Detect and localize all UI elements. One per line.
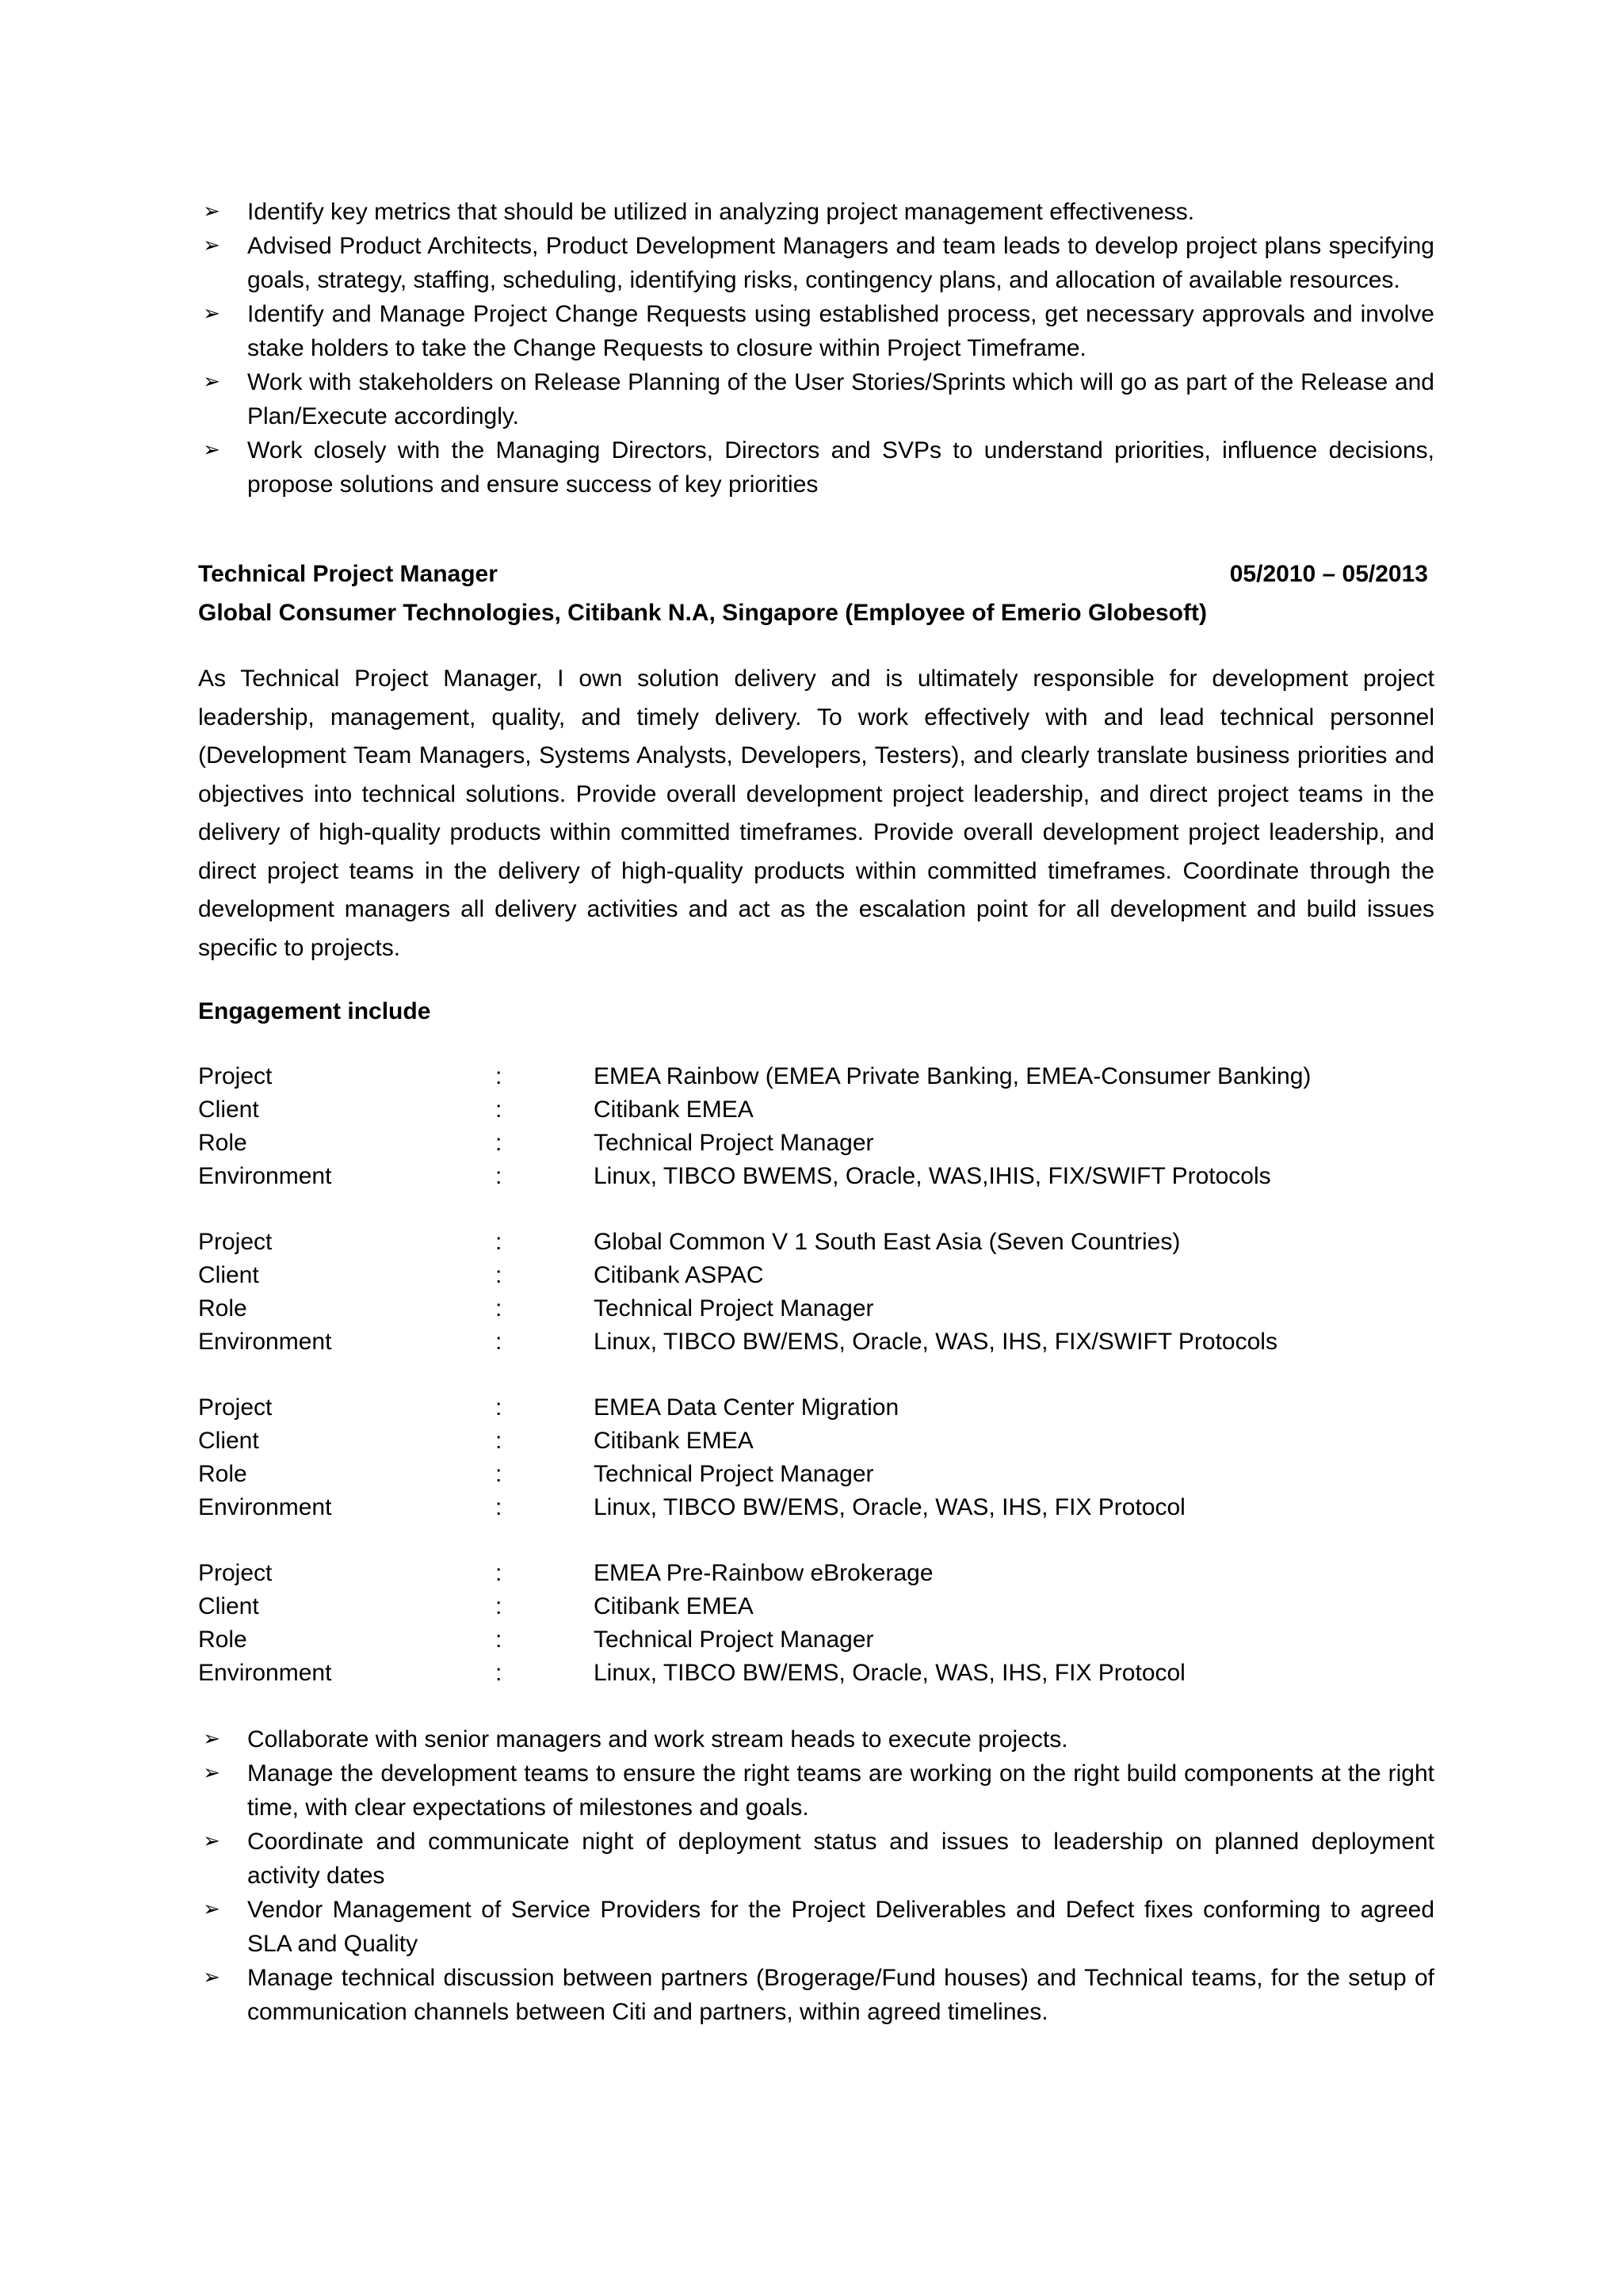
engagement-row-client (198, 1425, 1434, 1458)
arrow-bullet-icon: ➢ (203, 1727, 220, 1751)
field-separator: : (495, 1627, 502, 1653)
bullet-text: Advised Product Architects, Product Development Managers and team leads to develop project plans specifying goals, strategy, staffing, scheduling, identifying risks, contingency plans, and allocation of available resources. (247, 233, 1434, 293)
bullet-item (198, 1893, 1434, 1961)
bullet-item (198, 195, 1434, 229)
field-value: Linux, TIBCO BWEMS, Oracle, WAS,IHIS, FIX/SWIFT Protocols (594, 1163, 1271, 1189)
engagement-block (198, 1557, 1434, 1690)
bullet-text: Coordinate and communicate night of deployment status and issues to leadership on planned deployment activity dates (247, 1829, 1434, 1889)
job-summary: As Technical Project Manager, I own solution delivery and is ultimately responsible for development project leadership, management, quality, and timely delivery. To work effectively with and lead technical personnel (Development Team Managers, Systems Analysts, Developers, Testers), and clearly translate business priorities and objectives into technical solutions. Provide overall development project leadership, and direct project teams in the delivery of high-quality products within committed timeframes. Provide overall development project leadership, and direct project teams in the delivery of high-quality products within committed timeframes. Coordinate through the development managers all delivery activities and act as the escalation point for all development and build issues specific to projects. (198, 666, 1434, 961)
field-value: Technical Project Manager (594, 1295, 874, 1322)
field-separator: : (495, 1461, 502, 1487)
bullet-text: Work closely with the Managing Directors, Directors and SVPs to understand priorities, influence decisions, propose solutions and ensure success of key priorities (247, 437, 1434, 498)
field-label: Client (198, 1428, 259, 1454)
page-content (198, 195, 1434, 2029)
job-title-line (198, 557, 1434, 591)
field-label: Role (198, 1130, 247, 1156)
engagement-row-role (198, 1127, 1434, 1160)
field-value: Citibank EMEA (594, 1593, 754, 1619)
field-separator: : (495, 1394, 502, 1421)
engagement-heading: Engagement include (198, 998, 431, 1024)
field-value: EMEA Pre-Rainbow eBrokerage (594, 1560, 934, 1586)
engagement-row-client (198, 1093, 1434, 1127)
field-separator: : (495, 1229, 502, 1255)
field-value: Linux, TIBCO BW/EMS, Oracle, WAS, IHS, FIX Protocol (594, 1660, 1186, 1686)
field-separator: : (495, 1063, 502, 1089)
bullet-item (198, 433, 1434, 502)
bullet-item (198, 1825, 1434, 1893)
arrow-bullet-icon: ➢ (203, 1897, 220, 1921)
field-label: Environment (198, 1660, 332, 1686)
field-value: Citibank ASPAC (594, 1262, 764, 1288)
top-bullet-list (198, 195, 1434, 502)
field-separator: : (495, 1130, 502, 1156)
arrow-bullet-icon: ➢ (203, 1761, 220, 1785)
field-separator: : (495, 1593, 502, 1619)
bullet-item (198, 1961, 1434, 2029)
field-separator: : (495, 1660, 502, 1686)
bullet-text: Collaborate with senior managers and work stream heads to execute projects. (247, 1726, 1068, 1753)
field-value: Citibank EMEA (594, 1428, 754, 1454)
engagement-row-environment (198, 1657, 1434, 1690)
field-label: Client (198, 1097, 259, 1123)
engagement-row-project (198, 1391, 1434, 1425)
arrow-bullet-icon: ➢ (203, 200, 220, 223)
engagement-row-client (198, 1259, 1434, 1292)
field-separator: : (495, 1560, 502, 1586)
bullet-text: Work with stakeholders on Release Planning of the User Stories/Sprints which will go as part of the Release and Plan/Execute accordingly. (247, 369, 1434, 429)
arrow-bullet-icon: ➢ (203, 370, 220, 394)
field-label: Project (198, 1560, 273, 1586)
field-label: Client (198, 1262, 259, 1288)
arrow-bullet-icon: ➢ (203, 1829, 220, 1853)
engagement-row-project (198, 1557, 1434, 1590)
field-label: Project (198, 1394, 273, 1421)
engagement-list (198, 1060, 1434, 1690)
field-value: Technical Project Manager (594, 1130, 874, 1156)
engagement-block (198, 1060, 1434, 1193)
field-separator: : (495, 1097, 502, 1123)
bullet-item (198, 297, 1434, 365)
bullet-text: Manage the development teams to ensure the right teams are working on the right build components at the right time, with clear expectations of milestones and goals. (247, 1760, 1434, 1821)
field-value: EMEA Data Center Migration (594, 1394, 899, 1421)
engagement-row-role (198, 1458, 1434, 1491)
arrow-bullet-icon: ➢ (203, 302, 220, 326)
job-header (198, 557, 1434, 630)
job-dates: 05/2010 – 05/2013 (1229, 561, 1428, 587)
bullet-text: Identify and Manage Project Change Requests using established process, get necessary approvals and involve stake holders to take the Change Requests to closure within Project Timeframe. (247, 301, 1434, 361)
field-separator: : (495, 1494, 502, 1520)
bullet-text: Vendor Management of Service Providers for the Project Deliverables and Defect fixes conforming to agreed SLA and Quality (247, 1897, 1434, 1957)
field-separator: : (495, 1428, 502, 1454)
field-value: Technical Project Manager (594, 1627, 874, 1653)
bullet-item (198, 1722, 1434, 1756)
engagement-row-environment (198, 1491, 1434, 1524)
field-label: Role (198, 1627, 247, 1653)
bullet-item (198, 365, 1434, 433)
field-separator: : (495, 1329, 502, 1355)
field-value: Global Common V 1 South East Asia (Seven Countries) (594, 1229, 1181, 1255)
field-separator: : (495, 1163, 502, 1189)
field-value: Citibank EMEA (594, 1097, 754, 1123)
engagement-row-project (198, 1060, 1434, 1093)
engagement-row-role (198, 1292, 1434, 1325)
bottom-bullet-list (198, 1722, 1434, 2029)
field-separator: : (495, 1295, 502, 1322)
field-label: Role (198, 1461, 247, 1487)
arrow-bullet-icon: ➢ (203, 234, 220, 257)
field-label: Role (198, 1295, 247, 1322)
engagement-block (198, 1391, 1434, 1524)
field-value: Technical Project Manager (594, 1461, 874, 1487)
bullet-text: Identify key metrics that should be utilized in analyzing project management effectiveness. (247, 199, 1195, 225)
field-label: Project (198, 1063, 273, 1089)
engagement-row-project (198, 1226, 1434, 1259)
field-value: Linux, TIBCO BW/EMS, Oracle, WAS, IHS, FIX/SWIFT Protocols (594, 1329, 1277, 1355)
field-value: EMEA Rainbow (EMEA Private Banking, EMEA-Consumer Banking) (594, 1063, 1312, 1089)
engagement-row-environment (198, 1325, 1434, 1359)
field-separator: : (495, 1262, 502, 1288)
field-label: Project (198, 1229, 273, 1255)
bullet-item (198, 229, 1434, 297)
bullet-text: Manage technical discussion between partners (Brogerage/Fund houses) and Technical teams, for the setup of communication channels between Citi and partners, within agreed timelines. (247, 1965, 1434, 2025)
arrow-bullet-icon: ➢ (203, 1966, 220, 1989)
job-title: Technical Project Manager (198, 561, 498, 587)
bullet-item (198, 1756, 1434, 1825)
company-name: Global Consumer Technologies, Citibank N.A, Singapore (Employee of Emerio Globesoft) (198, 600, 1207, 626)
field-label: Environment (198, 1329, 332, 1355)
engagement-block (198, 1226, 1434, 1359)
field-label: Environment (198, 1494, 332, 1520)
engagement-row-role (198, 1623, 1434, 1657)
field-label: Environment (198, 1163, 332, 1189)
field-label: Client (198, 1593, 259, 1619)
engagement-row-environment (198, 1160, 1434, 1193)
engagement-row-client (198, 1590, 1434, 1623)
field-value: Linux, TIBCO BW/EMS, Oracle, WAS, IHS, FIX Protocol (594, 1494, 1186, 1520)
arrow-bullet-icon: ➢ (203, 438, 220, 462)
